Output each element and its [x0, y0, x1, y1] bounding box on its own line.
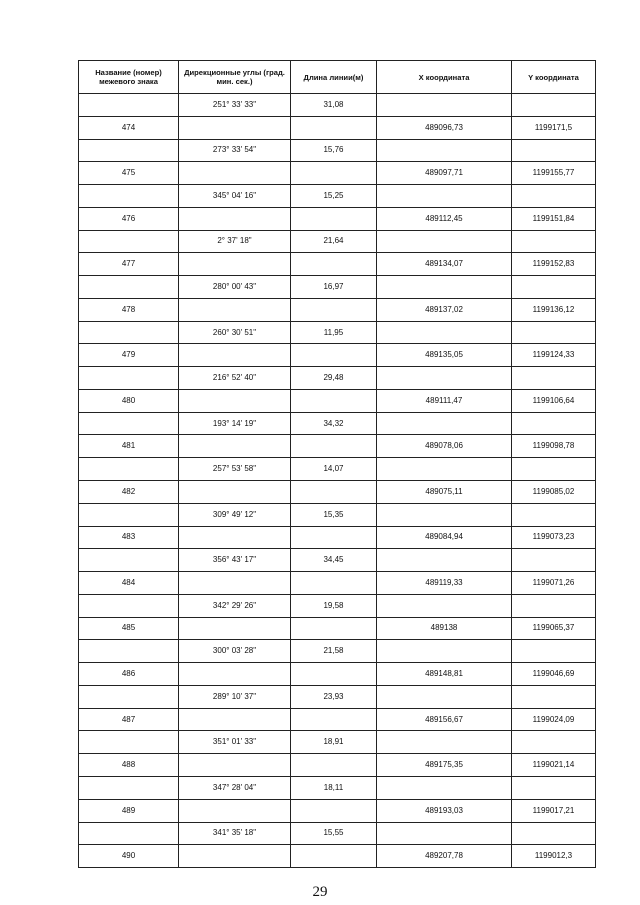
cell-x: 489097,71 [377, 162, 512, 185]
cell-length: 23,93 [291, 685, 377, 708]
table-row [79, 139, 596, 162]
table-row [79, 116, 596, 139]
cell-x [377, 139, 512, 162]
table-row [79, 253, 596, 276]
table-row [79, 435, 596, 458]
cell-y [512, 458, 596, 481]
table-row [79, 458, 596, 481]
cell-x: 489193,03 [377, 799, 512, 822]
cell-angle: 309° 49' 12" [179, 503, 291, 526]
cell-length: 34,45 [291, 549, 377, 572]
cell-name: 480 [79, 389, 179, 412]
cell-x: 489148,81 [377, 663, 512, 686]
cell-name [79, 549, 179, 572]
cell-name: 483 [79, 526, 179, 549]
cell-length [291, 526, 377, 549]
cell-y [512, 412, 596, 435]
cell-y [512, 139, 596, 162]
cell-y [512, 685, 596, 708]
cell-angle [179, 708, 291, 731]
cell-name: 488 [79, 754, 179, 777]
cell-length [291, 481, 377, 504]
cell-x: 489078,06 [377, 435, 512, 458]
cell-name: 486 [79, 663, 179, 686]
table-row [79, 162, 596, 185]
cell-angle: 2° 37' 18" [179, 230, 291, 253]
cell-angle: 260° 30' 51" [179, 321, 291, 344]
table-row [79, 845, 596, 868]
table-header-row [79, 61, 596, 94]
cell-name [79, 640, 179, 663]
cell-y: 1199065,37 [512, 617, 596, 640]
cell-y: 1199151,84 [512, 207, 596, 230]
cell-angle: 216° 52' 40" [179, 367, 291, 390]
cell-y [512, 594, 596, 617]
cell-y: 1199073,23 [512, 526, 596, 549]
cell-name [79, 731, 179, 754]
cell-angle: 289° 10' 37" [179, 685, 291, 708]
cell-y: 1199021,14 [512, 754, 596, 777]
cell-x [377, 685, 512, 708]
cell-length: 15,35 [291, 503, 377, 526]
cell-angle [179, 298, 291, 321]
cell-name [79, 276, 179, 299]
cell-name [79, 412, 179, 435]
table-row [79, 207, 596, 230]
cell-length: 21,58 [291, 640, 377, 663]
table-row [79, 481, 596, 504]
cell-angle: 351° 01' 33" [179, 731, 291, 754]
cell-name: 475 [79, 162, 179, 185]
cell-angle [179, 344, 291, 367]
cell-x: 489084,94 [377, 526, 512, 549]
table-row [79, 344, 596, 367]
cell-length [291, 708, 377, 731]
table-row [79, 94, 596, 117]
cell-angle [179, 526, 291, 549]
cell-angle [179, 481, 291, 504]
cell-x: 489134,07 [377, 253, 512, 276]
cell-angle [179, 663, 291, 686]
table-row [79, 412, 596, 435]
cell-x [377, 776, 512, 799]
cell-angle: 342° 29' 26" [179, 594, 291, 617]
cell-length [291, 799, 377, 822]
table-row [79, 685, 596, 708]
cell-length: 11,95 [291, 321, 377, 344]
column-header-angle: Дирекционные углы (град. мин. сек.) [179, 61, 291, 94]
table-row [79, 754, 596, 777]
cell-y: 1199046,69 [512, 663, 596, 686]
cell-angle: 347° 28' 04" [179, 776, 291, 799]
cell-angle [179, 799, 291, 822]
cell-angle: 345° 04' 16" [179, 185, 291, 208]
cell-y: 1199098,78 [512, 435, 596, 458]
cell-y [512, 321, 596, 344]
table-row [79, 276, 596, 299]
cell-x [377, 230, 512, 253]
cell-length [291, 344, 377, 367]
table-row [79, 185, 596, 208]
cell-length: 15,76 [291, 139, 377, 162]
cell-length [291, 116, 377, 139]
cell-angle [179, 116, 291, 139]
cell-length [291, 389, 377, 412]
cell-y: 1199155,77 [512, 162, 596, 185]
cell-length: 31,08 [291, 94, 377, 117]
cell-length [291, 663, 377, 686]
cell-name: 478 [79, 298, 179, 321]
table-row [79, 367, 596, 390]
cell-angle [179, 207, 291, 230]
table-row [79, 549, 596, 572]
cell-angle [179, 253, 291, 276]
cell-name: 489 [79, 799, 179, 822]
cell-y: 1199136,12 [512, 298, 596, 321]
cell-angle [179, 389, 291, 412]
cell-y: 1199124,33 [512, 344, 596, 367]
cell-name: 474 [79, 116, 179, 139]
cell-length: 16,97 [291, 276, 377, 299]
table-row [79, 321, 596, 344]
cell-length [291, 572, 377, 595]
cell-name [79, 367, 179, 390]
cell-angle: 356° 43' 17" [179, 549, 291, 572]
cell-angle [179, 162, 291, 185]
cell-length [291, 207, 377, 230]
cell-y [512, 503, 596, 526]
cell-name: 487 [79, 708, 179, 731]
table-row [79, 731, 596, 754]
cell-x [377, 367, 512, 390]
cell-angle: 251° 33' 33" [179, 94, 291, 117]
table-row [79, 776, 596, 799]
cell-x [377, 94, 512, 117]
table-row [79, 572, 596, 595]
cell-x [377, 276, 512, 299]
table-row [79, 663, 596, 686]
cell-name [79, 594, 179, 617]
cell-x: 489135,05 [377, 344, 512, 367]
column-header-name: Название (номер) межевого знака [79, 61, 179, 94]
cell-x: 489156,67 [377, 708, 512, 731]
cell-y: 1199012,3 [512, 845, 596, 868]
cell-y [512, 367, 596, 390]
cell-name [79, 503, 179, 526]
cell-name [79, 321, 179, 344]
cell-length [291, 435, 377, 458]
cell-x: 489075,11 [377, 481, 512, 504]
cell-x: 489112,45 [377, 207, 512, 230]
cell-angle [179, 617, 291, 640]
cell-name [79, 94, 179, 117]
cell-length [291, 617, 377, 640]
table-row [79, 617, 596, 640]
cell-x [377, 822, 512, 845]
cell-length [291, 754, 377, 777]
cell-name [79, 139, 179, 162]
table-row [79, 298, 596, 321]
column-header-length: Длина линии(м) [291, 61, 377, 94]
cell-y [512, 230, 596, 253]
cell-x: 489137,02 [377, 298, 512, 321]
cell-y: 1199171,5 [512, 116, 596, 139]
cell-name [79, 185, 179, 208]
cell-x [377, 503, 512, 526]
cell-y [512, 776, 596, 799]
cell-length: 29,48 [291, 367, 377, 390]
table-row [79, 594, 596, 617]
cell-x: 489138 [377, 617, 512, 640]
cell-name: 476 [79, 207, 179, 230]
cell-length: 19,58 [291, 594, 377, 617]
column-header-y: Y координата [512, 61, 596, 94]
cell-y [512, 185, 596, 208]
cell-length: 34,32 [291, 412, 377, 435]
cell-y [512, 276, 596, 299]
table-row [79, 822, 596, 845]
cell-name: 484 [79, 572, 179, 595]
cell-x: 489111,47 [377, 389, 512, 412]
cell-y [512, 549, 596, 572]
cell-name [79, 822, 179, 845]
cell-x: 489175,35 [377, 754, 512, 777]
cell-y: 1199024,09 [512, 708, 596, 731]
cell-x [377, 731, 512, 754]
cell-x: 489207,78 [377, 845, 512, 868]
cell-length: 21,64 [291, 230, 377, 253]
cell-length: 15,55 [291, 822, 377, 845]
cell-x [377, 640, 512, 663]
cell-length: 15,25 [291, 185, 377, 208]
cell-angle [179, 572, 291, 595]
cell-name: 477 [79, 253, 179, 276]
cell-angle: 257° 53' 58" [179, 458, 291, 481]
cell-y: 1199071,26 [512, 572, 596, 595]
cell-y: 1199106,64 [512, 389, 596, 412]
cell-x [377, 321, 512, 344]
cell-x [377, 594, 512, 617]
table-row [79, 708, 596, 731]
cell-angle: 300° 03' 28" [179, 640, 291, 663]
cell-name: 485 [79, 617, 179, 640]
table-body [79, 94, 596, 868]
cell-name: 490 [79, 845, 179, 868]
cell-length: 18,91 [291, 731, 377, 754]
cell-y: 1199017,21 [512, 799, 596, 822]
cell-x [377, 549, 512, 572]
cell-angle [179, 754, 291, 777]
cell-y [512, 731, 596, 754]
table-row [79, 640, 596, 663]
cell-name: 479 [79, 344, 179, 367]
table-row [79, 503, 596, 526]
cell-angle [179, 845, 291, 868]
page-number: 29 [312, 884, 328, 900]
cell-x: 489119,33 [377, 572, 512, 595]
cell-y [512, 822, 596, 845]
cell-y [512, 94, 596, 117]
cell-x: 489096,73 [377, 116, 512, 139]
cell-angle: 273° 33' 54" [179, 139, 291, 162]
cell-y [512, 640, 596, 663]
cell-name [79, 685, 179, 708]
boundary-coordinates-table [78, 60, 596, 868]
cell-length [291, 162, 377, 185]
table-row [79, 230, 596, 253]
table-row [79, 389, 596, 412]
cell-y: 1199085,02 [512, 481, 596, 504]
table-row [79, 526, 596, 549]
cell-length [291, 845, 377, 868]
cell-x [377, 185, 512, 208]
cell-length [291, 253, 377, 276]
cell-x [377, 412, 512, 435]
cell-length: 14,07 [291, 458, 377, 481]
cell-angle: 280° 00' 43" [179, 276, 291, 299]
cell-length: 18,11 [291, 776, 377, 799]
cell-name: 482 [79, 481, 179, 504]
cell-name [79, 776, 179, 799]
cell-angle: 193° 14' 19" [179, 412, 291, 435]
cell-y: 1199152,83 [512, 253, 596, 276]
column-header-x: X координата [377, 61, 512, 94]
cell-angle [179, 435, 291, 458]
cell-name [79, 458, 179, 481]
table-row [79, 799, 596, 822]
cell-x [377, 458, 512, 481]
cell-name [79, 230, 179, 253]
cell-name: 481 [79, 435, 179, 458]
cell-angle: 341° 35' 18" [179, 822, 291, 845]
cell-length [291, 298, 377, 321]
